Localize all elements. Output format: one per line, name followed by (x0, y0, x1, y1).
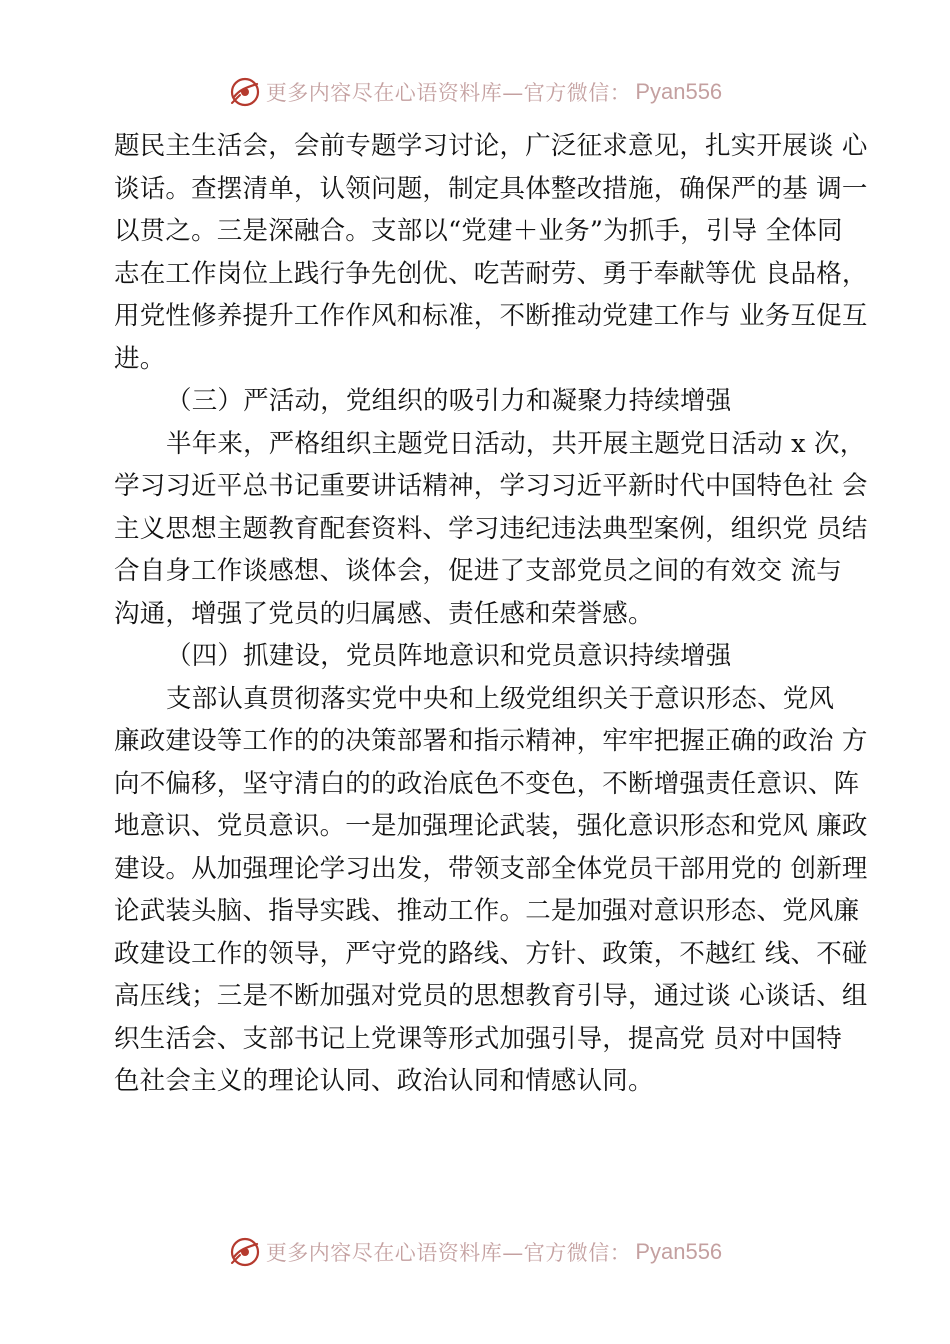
watermark-text: 更多内容尽在心语资料库—官方微信： (265, 1241, 632, 1265)
section-heading-4: （四）抓建设，党员阵地意识和党员意识持续增强 (166, 641, 732, 671)
watermark-header (0, 72, 950, 112)
body-line: 向不偏移，坚守清白的的政治底色不变色，不断增强责任意识、阵 (114, 768, 860, 799)
body-line: 学习习近平总书记重要讲话精神，学习习近平新时代中国特色社 会 (114, 471, 868, 501)
body-line: 织生活会、支部书记上党课等形式加强引导，提高党 员对中国特 (114, 1023, 842, 1054)
body-line: 以贯之。三是深融合。支部以“党建＋业务”为抓手，引导 全体同 (114, 216, 843, 246)
watermark-text: 更多内容尽在心语资料库—官方微信： (265, 81, 632, 105)
body-line: 谈话。查摆清单，认领问题，制定具体整改措施，确保严的基 调一 (114, 173, 868, 204)
body-line: 沟通，增强了党员的归属感、责任感和荣誉感。 (114, 598, 654, 629)
body-line: 进。 (114, 343, 166, 374)
body-line: 用党性修养提升工作作风和标准，不断推动党建工作与 业务互促互 (114, 301, 868, 331)
section-heading-3: （三）严活动，党组织的吸引力和凝聚力持续增强 (166, 386, 732, 416)
watermark-wechat-id: Pyan556 (635, 1239, 723, 1264)
body-line: 合自身工作谈感想、谈体会，促进了支部党员之间的有效交 流与 (114, 556, 842, 586)
brand-logo-icon (228, 1235, 262, 1269)
body-line: 主义思想主题教育配套资料、学习违纪违法典型案例，组织党 员结 (114, 513, 868, 544)
body-line: 地意识、党员意识。一是加强理论武装，强化意识形态和党风 廉政 (114, 811, 868, 841)
paragraph-start: 支部认真贯彻落实党中央和上级党组织关于意识形态、党风 (166, 683, 835, 714)
body-line: 题民主生活会，会前专题学习讨论，广泛征求意见，扎实开展谈 心 (114, 131, 868, 161)
watermark-footer (0, 1232, 950, 1272)
paragraph-start: 半年来，严格组织主题党日活动，共开展主题党日活动 x 次， (166, 428, 866, 459)
body-line: 志在工作岗位上践行争先创优、吃苦耐劳、勇于奉献等优 良品格， (114, 258, 868, 289)
body-line: 高压线；三是不断加强对党员的思想教育引导，通过谈 心谈话、组 (114, 981, 868, 1011)
body-line: 政建设工作的领导，严守党的路线、方针、政策，不越红 线、不碰 (114, 938, 868, 969)
body-line: 廉政建设等工作的的决策部署和指示精神，牢牢把握正确的政治 方 (114, 726, 868, 756)
brand-logo-icon (228, 75, 262, 109)
document-body (114, 125, 868, 1103)
body-line: 建设。从加强理论学习出发，带领支部全体党员干部用党的 创新理 (114, 853, 868, 884)
watermark-wechat-id: Pyan556 (635, 79, 723, 104)
body-line: 论武装头脑、指导实践、推动工作。二是加强对意识形态、党风廉 (114, 896, 860, 926)
body-line: 色社会主义的理论认同、政治认同和情感认同。 (114, 1066, 654, 1096)
